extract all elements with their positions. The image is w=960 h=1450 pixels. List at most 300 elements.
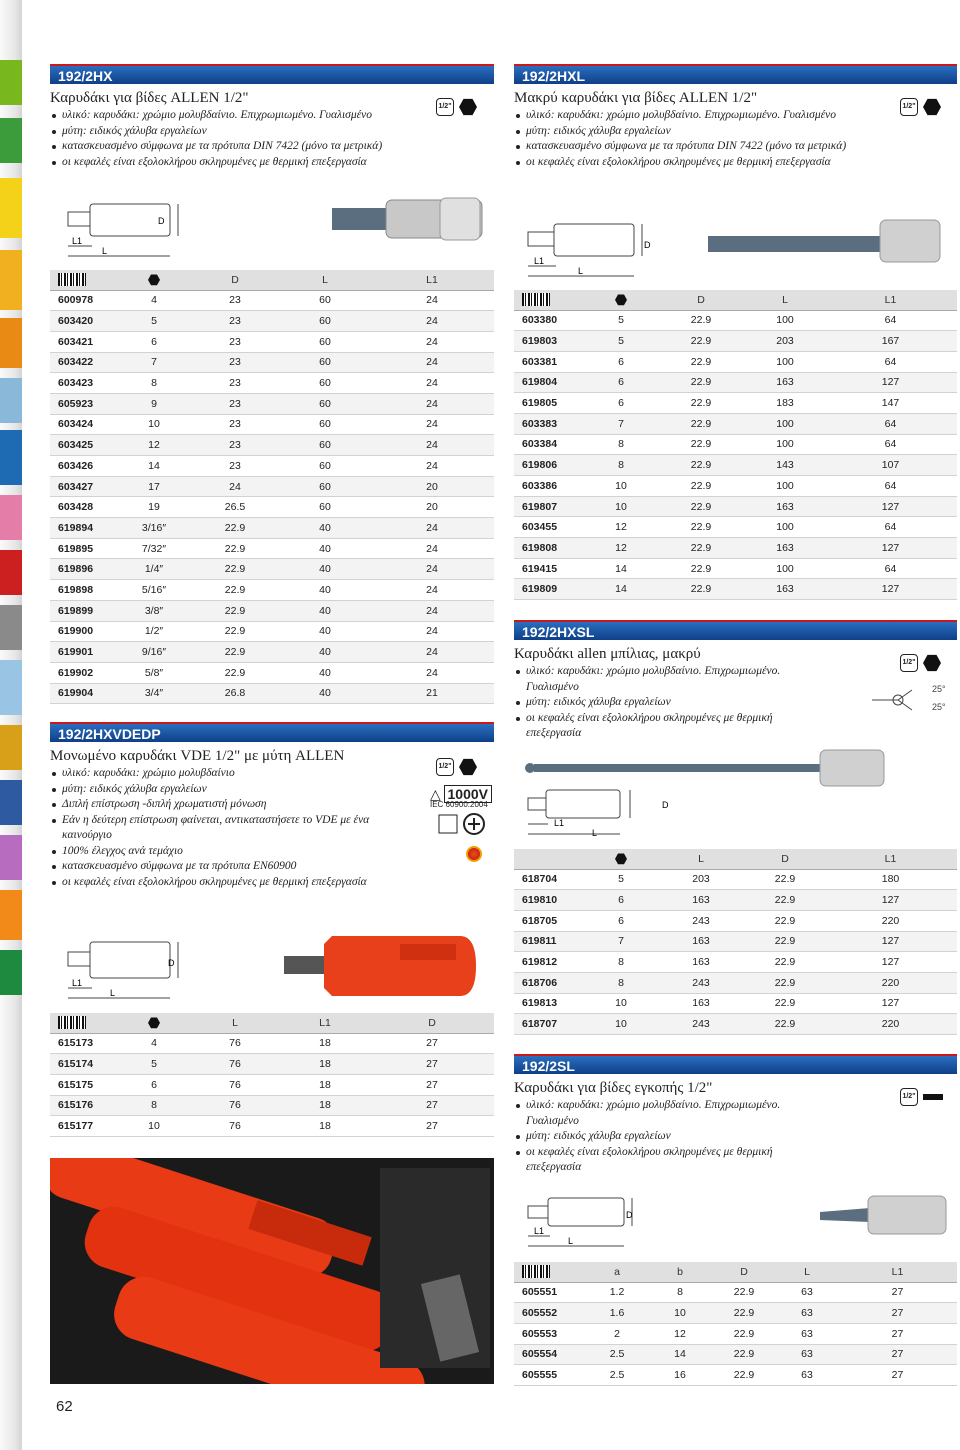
table-cell: 220 bbox=[824, 972, 957, 993]
section-192-2hx bbox=[50, 64, 494, 170]
table-cell: 100 bbox=[746, 476, 824, 497]
table-cell: 22.9 bbox=[656, 579, 746, 600]
color-tab bbox=[0, 890, 22, 940]
table-cell: 22.9 bbox=[190, 662, 280, 683]
table-cell: 6 bbox=[586, 393, 656, 414]
table-cell: 24 bbox=[370, 414, 494, 435]
table-cell: 163 bbox=[746, 496, 824, 517]
color-tab bbox=[0, 495, 22, 540]
table-cell: 5/16″ bbox=[118, 580, 190, 601]
svg-text:L: L bbox=[102, 246, 108, 256]
bullet-item: οι κεφαλές είναι εξολοκλήρου σκληρυμένες με θερμική επεξεργασία bbox=[514, 155, 957, 171]
table-cell: 40 bbox=[280, 600, 370, 621]
table-cell: 603421 bbox=[50, 331, 118, 352]
slotted-tip-icon bbox=[923, 1094, 943, 1100]
angle-label: 25° bbox=[932, 684, 946, 694]
table-cell: 619807 bbox=[514, 496, 586, 517]
table-cell: 10 bbox=[118, 1116, 190, 1137]
table-row bbox=[514, 1282, 957, 1303]
table-cell: 40 bbox=[280, 538, 370, 559]
table-cell: 14 bbox=[648, 1344, 712, 1365]
half-inch-drive-icon: 1/2" bbox=[900, 1088, 918, 1106]
color-tab bbox=[0, 118, 22, 163]
bullet-item: μύτη: ειδικός χάλυβα εργαλείων bbox=[514, 1129, 794, 1145]
table-cell: 22.9 bbox=[746, 993, 824, 1014]
table-cell: 22.9 bbox=[746, 869, 824, 890]
table-cell: 615173 bbox=[50, 1033, 118, 1054]
svg-text:L: L bbox=[568, 1236, 574, 1246]
table-cell: 16 bbox=[648, 1365, 712, 1386]
table-row bbox=[50, 642, 494, 663]
column-header: L bbox=[776, 1262, 838, 1282]
table-cell: 100 bbox=[746, 310, 824, 331]
table-row bbox=[50, 1116, 494, 1137]
table-cell: 24 bbox=[190, 476, 280, 497]
iec-standard: IEC 60900:2004 bbox=[430, 800, 488, 809]
table-cell: 22.9 bbox=[712, 1303, 776, 1324]
table-cell: 22.9 bbox=[656, 455, 746, 476]
product-photo bbox=[50, 1158, 494, 1384]
table-cell: 22.9 bbox=[190, 642, 280, 663]
table-cell: 22.9 bbox=[656, 434, 746, 455]
table-cell: 619809 bbox=[514, 579, 586, 600]
spec-badges bbox=[436, 758, 477, 776]
table-row bbox=[514, 310, 957, 331]
table-cell: 603422 bbox=[50, 352, 118, 373]
table-row bbox=[50, 497, 494, 518]
table-row bbox=[514, 476, 957, 497]
table-cell: 603455 bbox=[514, 517, 586, 538]
table-cell: 24 bbox=[370, 311, 494, 332]
table-cell: 24 bbox=[370, 559, 494, 580]
socket-diagram bbox=[520, 1192, 950, 1256]
table-cell: 64 bbox=[824, 351, 957, 372]
table-cell: 603423 bbox=[50, 373, 118, 394]
section-title: Καρυδάκι για βίδες ALLEN 1/2" bbox=[50, 90, 249, 106]
table-cell: 60 bbox=[280, 414, 370, 435]
half-inch-drive-icon: 1/2" bbox=[436, 98, 454, 116]
svg-text:L: L bbox=[592, 828, 598, 838]
table-row bbox=[50, 559, 494, 580]
section-code: 192/2HXSL bbox=[514, 620, 957, 640]
table-row bbox=[514, 952, 957, 973]
table-cell: 60 bbox=[280, 497, 370, 518]
table-cell: 603386 bbox=[514, 476, 586, 497]
table-cell: 619415 bbox=[514, 558, 586, 579]
table-cell: 23 bbox=[190, 414, 280, 435]
table-cell: 143 bbox=[746, 455, 824, 476]
table-cell: 18 bbox=[280, 1033, 370, 1054]
table-row bbox=[50, 1074, 494, 1095]
table-cell: 10 bbox=[586, 1014, 656, 1035]
table-cell: 24 bbox=[370, 373, 494, 394]
spec-badges bbox=[436, 98, 477, 116]
table-row bbox=[50, 456, 494, 477]
table-cell: 619894 bbox=[50, 518, 118, 539]
half-inch-drive-icon: 1/2" bbox=[436, 758, 454, 776]
table-row bbox=[50, 1033, 494, 1054]
section-192-2hxvdedp bbox=[50, 722, 494, 890]
table-cell: 60 bbox=[280, 456, 370, 477]
section-code: 192/2HXL bbox=[514, 64, 957, 84]
table-cell: 22.9 bbox=[656, 538, 746, 559]
color-tab bbox=[0, 780, 22, 825]
table-cell: 63 bbox=[776, 1365, 838, 1386]
table-cell: 60 bbox=[280, 435, 370, 456]
table-cell: 24 bbox=[370, 662, 494, 683]
table-cell: 40 bbox=[280, 518, 370, 539]
table-row bbox=[514, 579, 957, 600]
table-cell: 243 bbox=[656, 910, 746, 931]
table-cell: 127 bbox=[824, 993, 957, 1014]
table-cell: 76 bbox=[190, 1033, 280, 1054]
table-cell: 615177 bbox=[50, 1116, 118, 1137]
table-cell: 100 bbox=[746, 558, 824, 579]
table-cell: 6 bbox=[586, 372, 656, 393]
section-code: 192/2SL bbox=[514, 1054, 957, 1074]
table-cell: 9/16″ bbox=[118, 642, 190, 663]
table-cell: 5 bbox=[118, 1054, 190, 1075]
table-row bbox=[50, 290, 494, 311]
bullet-item: οι κεφαλές είναι εξολοκλήρου σκληρυμένες με θερμική επεξεργασία bbox=[50, 875, 400, 891]
table-cell: 8 bbox=[118, 373, 190, 394]
spec-badges bbox=[900, 1088, 943, 1106]
table-cell: 243 bbox=[656, 972, 746, 993]
table-row bbox=[50, 662, 494, 683]
svg-text:L1: L1 bbox=[72, 978, 83, 988]
warning-triangle-icon: △ bbox=[429, 786, 441, 802]
table-cell: 10 bbox=[586, 993, 656, 1014]
section-title: Μονωμένο καρυδάκι VDE 1/2" με μύτη ALLEN bbox=[50, 748, 345, 764]
color-tab bbox=[0, 605, 22, 650]
table-cell: 27 bbox=[370, 1054, 494, 1075]
table-cell: 22.9 bbox=[656, 413, 746, 434]
table-cell: 100 bbox=[746, 517, 824, 538]
table-cell: 27 bbox=[838, 1365, 957, 1386]
table-cell: 4 bbox=[118, 290, 190, 311]
table-cell: 618706 bbox=[514, 972, 586, 993]
page-number: 62 bbox=[56, 1398, 73, 1415]
table-cell: 22.9 bbox=[656, 372, 746, 393]
table-cell: 63 bbox=[776, 1282, 838, 1303]
column-header: b bbox=[648, 1262, 712, 1282]
table-cell: 64 bbox=[824, 310, 957, 331]
table-cell: 619900 bbox=[50, 621, 118, 642]
table-cell: 7/32″ bbox=[118, 538, 190, 559]
bullet-item: οι κεφαλές είναι εξολοκλήρου σκληρυμένες με θερμική επεξεργασία bbox=[514, 1145, 794, 1176]
bullet-list bbox=[514, 1098, 794, 1176]
table-cell: 100 bbox=[746, 413, 824, 434]
table-cell: 22.9 bbox=[656, 496, 746, 517]
certification-icons bbox=[438, 812, 486, 836]
table-row bbox=[50, 600, 494, 621]
table-row bbox=[50, 331, 494, 352]
table-cell: 2.5 bbox=[586, 1344, 648, 1365]
insulated-sockets-photo bbox=[50, 1158, 494, 1384]
table-cell: 603424 bbox=[50, 414, 118, 435]
table-cell: 163 bbox=[656, 890, 746, 911]
table-cell: 2 bbox=[586, 1323, 648, 1344]
table-cell: 127 bbox=[824, 579, 957, 600]
table-cell: 127 bbox=[824, 372, 957, 393]
table-cell: 64 bbox=[824, 413, 957, 434]
table-row bbox=[514, 496, 957, 517]
table-row bbox=[514, 351, 957, 372]
table-cell: 22.9 bbox=[656, 351, 746, 372]
table-cell: 22.9 bbox=[712, 1323, 776, 1344]
table-cell: 6 bbox=[586, 351, 656, 372]
table-cell: 100 bbox=[746, 351, 824, 372]
hx-table bbox=[50, 270, 494, 704]
table-cell: 64 bbox=[824, 517, 957, 538]
hex-icon bbox=[923, 654, 941, 672]
table-cell: 76 bbox=[190, 1116, 280, 1137]
table-cell: 163 bbox=[746, 579, 824, 600]
table-cell: 23 bbox=[190, 311, 280, 332]
table-cell: 22.9 bbox=[746, 972, 824, 993]
color-tab bbox=[0, 378, 22, 423]
spec-badges bbox=[900, 98, 941, 116]
table-cell: 603425 bbox=[50, 435, 118, 456]
table-cell: 12 bbox=[586, 538, 656, 559]
table-cell: 18 bbox=[280, 1095, 370, 1116]
bullet-item: υλικό: καρυδάκι: χρώμιο μολυβδαίνιο. Επιχρωμιωμένο. Γυαλισμένο bbox=[514, 108, 957, 124]
table-cell: 22.9 bbox=[656, 393, 746, 414]
table-cell: 27 bbox=[370, 1074, 494, 1095]
table-cell: 163 bbox=[656, 952, 746, 973]
table-cell: 615175 bbox=[50, 1074, 118, 1095]
table-cell: 27 bbox=[370, 1033, 494, 1054]
table-row bbox=[50, 683, 494, 704]
table-cell: 203 bbox=[746, 331, 824, 352]
color-tab bbox=[0, 430, 22, 485]
table-cell: 27 bbox=[838, 1323, 957, 1344]
table-cell: 12 bbox=[586, 517, 656, 538]
column-header: D bbox=[656, 290, 746, 310]
bullet-item: υλικό: καρυδάκι: χρώμιο μολυβδαίνιο bbox=[50, 766, 400, 782]
table-cell: 23 bbox=[190, 456, 280, 477]
table-cell: 63 bbox=[776, 1303, 838, 1324]
table-cell: 619805 bbox=[514, 393, 586, 414]
svg-text:L1: L1 bbox=[554, 818, 565, 828]
table-cell: 619804 bbox=[514, 372, 586, 393]
table-cell: 1/2″ bbox=[118, 621, 190, 642]
table-cell: 603420 bbox=[50, 311, 118, 332]
table-cell: 605555 bbox=[514, 1365, 586, 1386]
socket-diagram bbox=[60, 196, 500, 266]
hex-icon bbox=[615, 294, 627, 306]
table-row bbox=[514, 972, 957, 993]
table-row bbox=[50, 311, 494, 332]
table-cell: 7 bbox=[118, 352, 190, 373]
svg-text:D: D bbox=[644, 240, 651, 250]
table-cell: 22.9 bbox=[712, 1365, 776, 1386]
color-tab bbox=[0, 725, 22, 770]
table-cell: 18 bbox=[280, 1074, 370, 1095]
svg-text:L1: L1 bbox=[534, 1226, 545, 1236]
table-cell: 22.9 bbox=[190, 538, 280, 559]
table-cell: 220 bbox=[824, 1014, 957, 1035]
socket-diagram bbox=[520, 744, 950, 840]
table-cell: 5 bbox=[586, 331, 656, 352]
bullet-item: κατασκευασμένο σύμφωνα με τα πρότυπα EN60900 bbox=[50, 859, 400, 875]
section-title: Καρυδάκι allen μπίλιας, μακρύ bbox=[514, 646, 701, 662]
table-cell: 600978 bbox=[50, 290, 118, 311]
table-cell: 6 bbox=[586, 910, 656, 931]
table-cell: 1/4″ bbox=[118, 559, 190, 580]
table-row bbox=[514, 1303, 957, 1324]
table-cell: 618707 bbox=[514, 1014, 586, 1035]
table-cell: 619896 bbox=[50, 559, 118, 580]
table-cell: 167 bbox=[824, 331, 957, 352]
section-192-2sl bbox=[514, 1054, 957, 1176]
color-tab bbox=[0, 60, 22, 105]
table-cell: 619902 bbox=[50, 662, 118, 683]
table-cell: 22.9 bbox=[712, 1344, 776, 1365]
table-cell: 127 bbox=[824, 931, 957, 952]
table-cell: 163 bbox=[656, 993, 746, 1014]
color-tab bbox=[0, 550, 22, 595]
svg-text:L1: L1 bbox=[72, 236, 83, 246]
table-cell: 243 bbox=[656, 1014, 746, 1035]
color-tab bbox=[0, 660, 22, 715]
hxl-table bbox=[514, 290, 957, 600]
socket-diagram bbox=[520, 214, 950, 286]
barcode-icon bbox=[522, 293, 550, 306]
table-cell: 5 bbox=[586, 310, 656, 331]
vde-table bbox=[50, 1013, 494, 1137]
table-cell: 603384 bbox=[514, 434, 586, 455]
half-inch-drive-icon: 1/2" bbox=[900, 98, 918, 116]
column-header: L bbox=[190, 1013, 280, 1033]
table-cell: 40 bbox=[280, 580, 370, 601]
bullet-item: κατασκευασμένο σύμφωνα με τα πρότυπα DIN 7422 (μόνο τα μετρικά) bbox=[50, 139, 494, 155]
table-cell: 3/8″ bbox=[118, 600, 190, 621]
ball-end-angle-diagram bbox=[868, 680, 958, 720]
table-cell: 63 bbox=[776, 1344, 838, 1365]
table-cell: 615176 bbox=[50, 1095, 118, 1116]
table-cell: 100 bbox=[746, 434, 824, 455]
table-cell: 5/8″ bbox=[118, 662, 190, 683]
table-cell: 619803 bbox=[514, 331, 586, 352]
table-row bbox=[514, 1014, 957, 1035]
table-row bbox=[514, 455, 957, 476]
section-192-2hxl bbox=[514, 64, 957, 170]
table-cell: 24 bbox=[370, 393, 494, 414]
table-cell: 605552 bbox=[514, 1303, 586, 1324]
bullet-item: μύτη: ειδικός χάλυβα εργαλείων bbox=[514, 695, 794, 711]
bullet-item: Διπλή επίστρωση -διπλή χρωματιστή μόνωση bbox=[50, 797, 400, 813]
table-cell: 24 bbox=[370, 621, 494, 642]
color-tab bbox=[0, 250, 22, 310]
bullet-item: υλικό: καρυδάκι: χρώμιο μολυβδαίνιο. Επιχρωμιωμένο. Γυαλισμένο bbox=[514, 664, 794, 695]
table-header bbox=[514, 1262, 957, 1282]
hex-icon bbox=[615, 853, 627, 865]
hex-icon bbox=[148, 274, 160, 286]
color-tab bbox=[0, 178, 22, 238]
column-header: L1 bbox=[280, 1013, 370, 1033]
table-cell: 60 bbox=[280, 311, 370, 332]
table-row bbox=[514, 1323, 957, 1344]
table-cell: 10 bbox=[586, 476, 656, 497]
table-cell: 24 bbox=[370, 290, 494, 311]
table-cell: 127 bbox=[824, 496, 957, 517]
table-cell: 24 bbox=[370, 580, 494, 601]
column-header: D bbox=[712, 1262, 776, 1282]
table-cell: 23 bbox=[190, 331, 280, 352]
table-cell: 10 bbox=[648, 1303, 712, 1324]
table-cell: 24 bbox=[370, 456, 494, 477]
table-header bbox=[514, 290, 957, 310]
table-row bbox=[50, 352, 494, 373]
table-cell: 27 bbox=[370, 1116, 494, 1137]
column-header: L bbox=[746, 290, 824, 310]
svg-text:L1: L1 bbox=[534, 256, 545, 266]
section-title: Καρυδάκι για βίδες εγκοπής 1/2" bbox=[514, 1080, 713, 1096]
table-cell: 21 bbox=[370, 683, 494, 704]
column-header: a bbox=[586, 1262, 648, 1282]
color-tab bbox=[0, 950, 22, 995]
svg-text:D: D bbox=[168, 958, 175, 968]
table-cell: 619810 bbox=[514, 890, 586, 911]
table-cell: 8 bbox=[586, 972, 656, 993]
table-cell: 22.9 bbox=[746, 910, 824, 931]
table-cell: 40 bbox=[280, 621, 370, 642]
table-cell: 127 bbox=[824, 952, 957, 973]
table-cell: 12 bbox=[118, 435, 190, 456]
table-cell: 22.9 bbox=[190, 621, 280, 642]
table-cell: 605554 bbox=[514, 1344, 586, 1365]
table-cell: 1.2 bbox=[586, 1282, 648, 1303]
table-header bbox=[514, 849, 957, 869]
column-header: L1 bbox=[838, 1262, 957, 1282]
table-cell: 23 bbox=[190, 435, 280, 456]
table-row bbox=[514, 393, 957, 414]
table-row bbox=[50, 435, 494, 456]
bullet-item: οι κεφαλές είναι εξολοκλήρου σκληρυμένες με θερμική επεξεργασία bbox=[514, 711, 794, 742]
table-cell: 6 bbox=[118, 331, 190, 352]
table-row bbox=[50, 393, 494, 414]
table-row bbox=[50, 1054, 494, 1075]
table-cell: 22.9 bbox=[746, 931, 824, 952]
table-cell: 8 bbox=[118, 1095, 190, 1116]
table-cell: 603428 bbox=[50, 497, 118, 518]
table-row bbox=[514, 538, 957, 559]
table-cell: 26.5 bbox=[190, 497, 280, 518]
table-cell: 22.9 bbox=[656, 476, 746, 497]
hex-icon bbox=[459, 98, 477, 116]
table-cell: 60 bbox=[280, 476, 370, 497]
hxsl-table bbox=[514, 849, 957, 1035]
section-code: 192/2HX bbox=[50, 64, 494, 84]
table-cell: 6 bbox=[586, 890, 656, 911]
table-cell: 618705 bbox=[514, 910, 586, 931]
svg-text:D: D bbox=[158, 216, 165, 226]
table-cell: 24 bbox=[370, 518, 494, 539]
barcode-icon bbox=[522, 1265, 550, 1278]
table-cell: 24 bbox=[370, 352, 494, 373]
table-cell: 6 bbox=[118, 1074, 190, 1095]
table-cell: 23 bbox=[190, 290, 280, 311]
bullet-list bbox=[50, 766, 400, 890]
barcode-icon bbox=[58, 273, 86, 286]
table-cell: 40 bbox=[280, 683, 370, 704]
svg-text:D: D bbox=[662, 800, 669, 810]
table-cell: 603383 bbox=[514, 413, 586, 434]
table-cell: 2.5 bbox=[586, 1365, 648, 1386]
table-cell: 619811 bbox=[514, 931, 586, 952]
table-row bbox=[514, 558, 957, 579]
